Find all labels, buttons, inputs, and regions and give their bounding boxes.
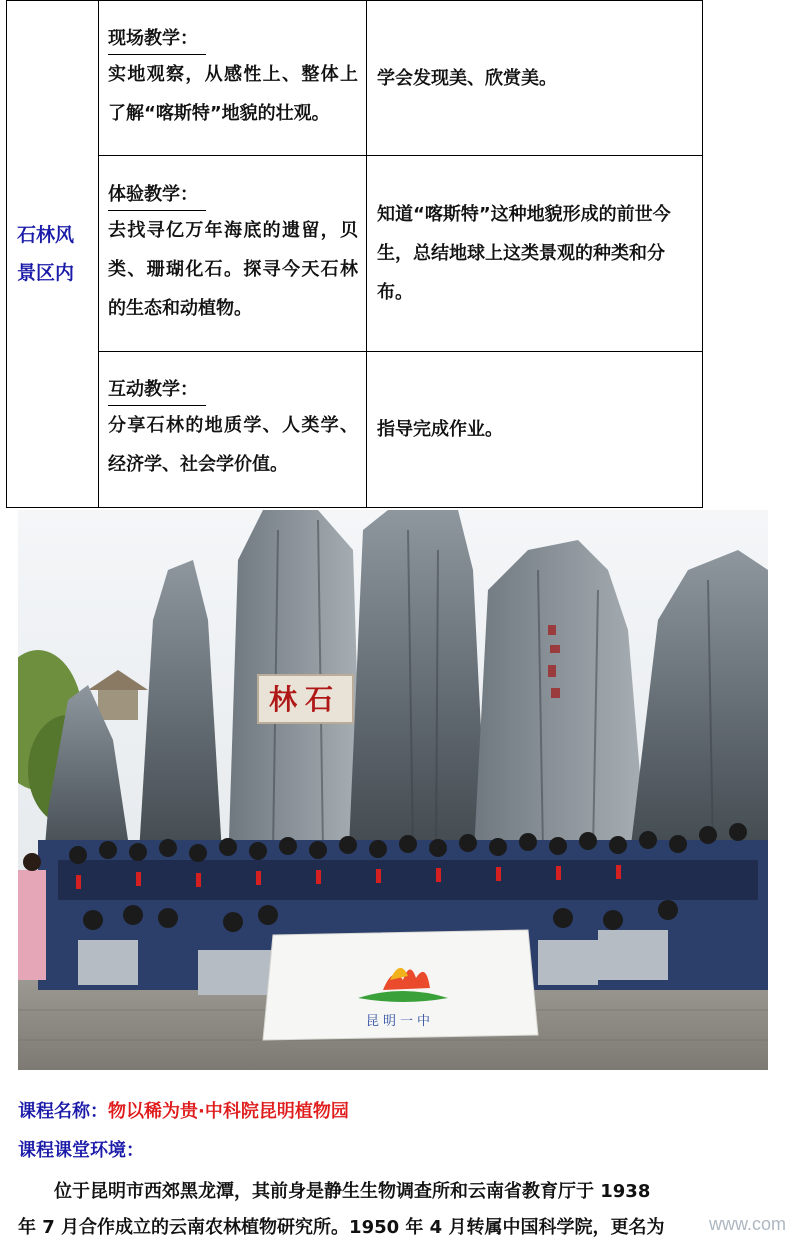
curriculum-table <box>6 0 703 508</box>
mode-cell <box>99 352 367 508</box>
course-name: 物以稀为贵·中科院昆明植物园 <box>108 1101 349 1122</box>
goal-cell <box>367 156 703 352</box>
watermark: www.com <box>708 1214 786 1234</box>
mode-cell <box>99 156 367 352</box>
goal-cell <box>367 352 703 508</box>
course-name-line <box>18 1097 349 1123</box>
goal-text: 学会发现美、欣赏美。 <box>377 67 557 89</box>
mode-title: 互动教学： <box>108 375 206 406</box>
environment-paragraph <box>18 1174 766 1246</box>
table-row <box>7 1 703 156</box>
goal-cell <box>367 1 703 156</box>
table-row <box>7 352 703 508</box>
mode-cell <box>99 1 367 156</box>
banner-text: 昆明一中 <box>365 1014 435 1029</box>
table-row <box>7 156 703 352</box>
environment-heading: 课程课堂环境： <box>18 1140 144 1161</box>
paragraph-line: 位于昆明市西郊黑龙潭，其前身是静生生物调查所和云南省教育厅于 1938 <box>54 1181 651 1202</box>
mode-description: 实地观察，从感性上、整体上了解“喀斯特”地貌的壮观。 <box>108 63 358 124</box>
mode-title: 现场教学： <box>108 24 206 55</box>
mode-description: 去找寻亿万年海底的遗留，贝类、珊瑚化石。探寻今天石林的生态和动植物。 <box>108 219 358 319</box>
mode-description: 分享石林的地质学、人类学、经济学、社会学价值。 <box>108 415 358 475</box>
group-photo-stone-forest <box>18 510 768 1070</box>
paragraph-line: 年 7 月合作成立的云南农林植物研究所。1950 年 4 月转属中国科学院，更名为 <box>18 1217 665 1238</box>
location-cell: 石林风 景区内 <box>7 1 99 508</box>
rock-inscription: 林石 <box>268 683 342 716</box>
goal-text: 知道“喀斯特”这种地貌形成的前世今生，总结地球上这类景观的种类和分布。 <box>377 204 671 303</box>
goal-text: 指导完成作业。 <box>377 419 503 440</box>
course-label: 课程名称： <box>18 1101 108 1122</box>
mode-title: 体验教学： <box>108 180 206 211</box>
